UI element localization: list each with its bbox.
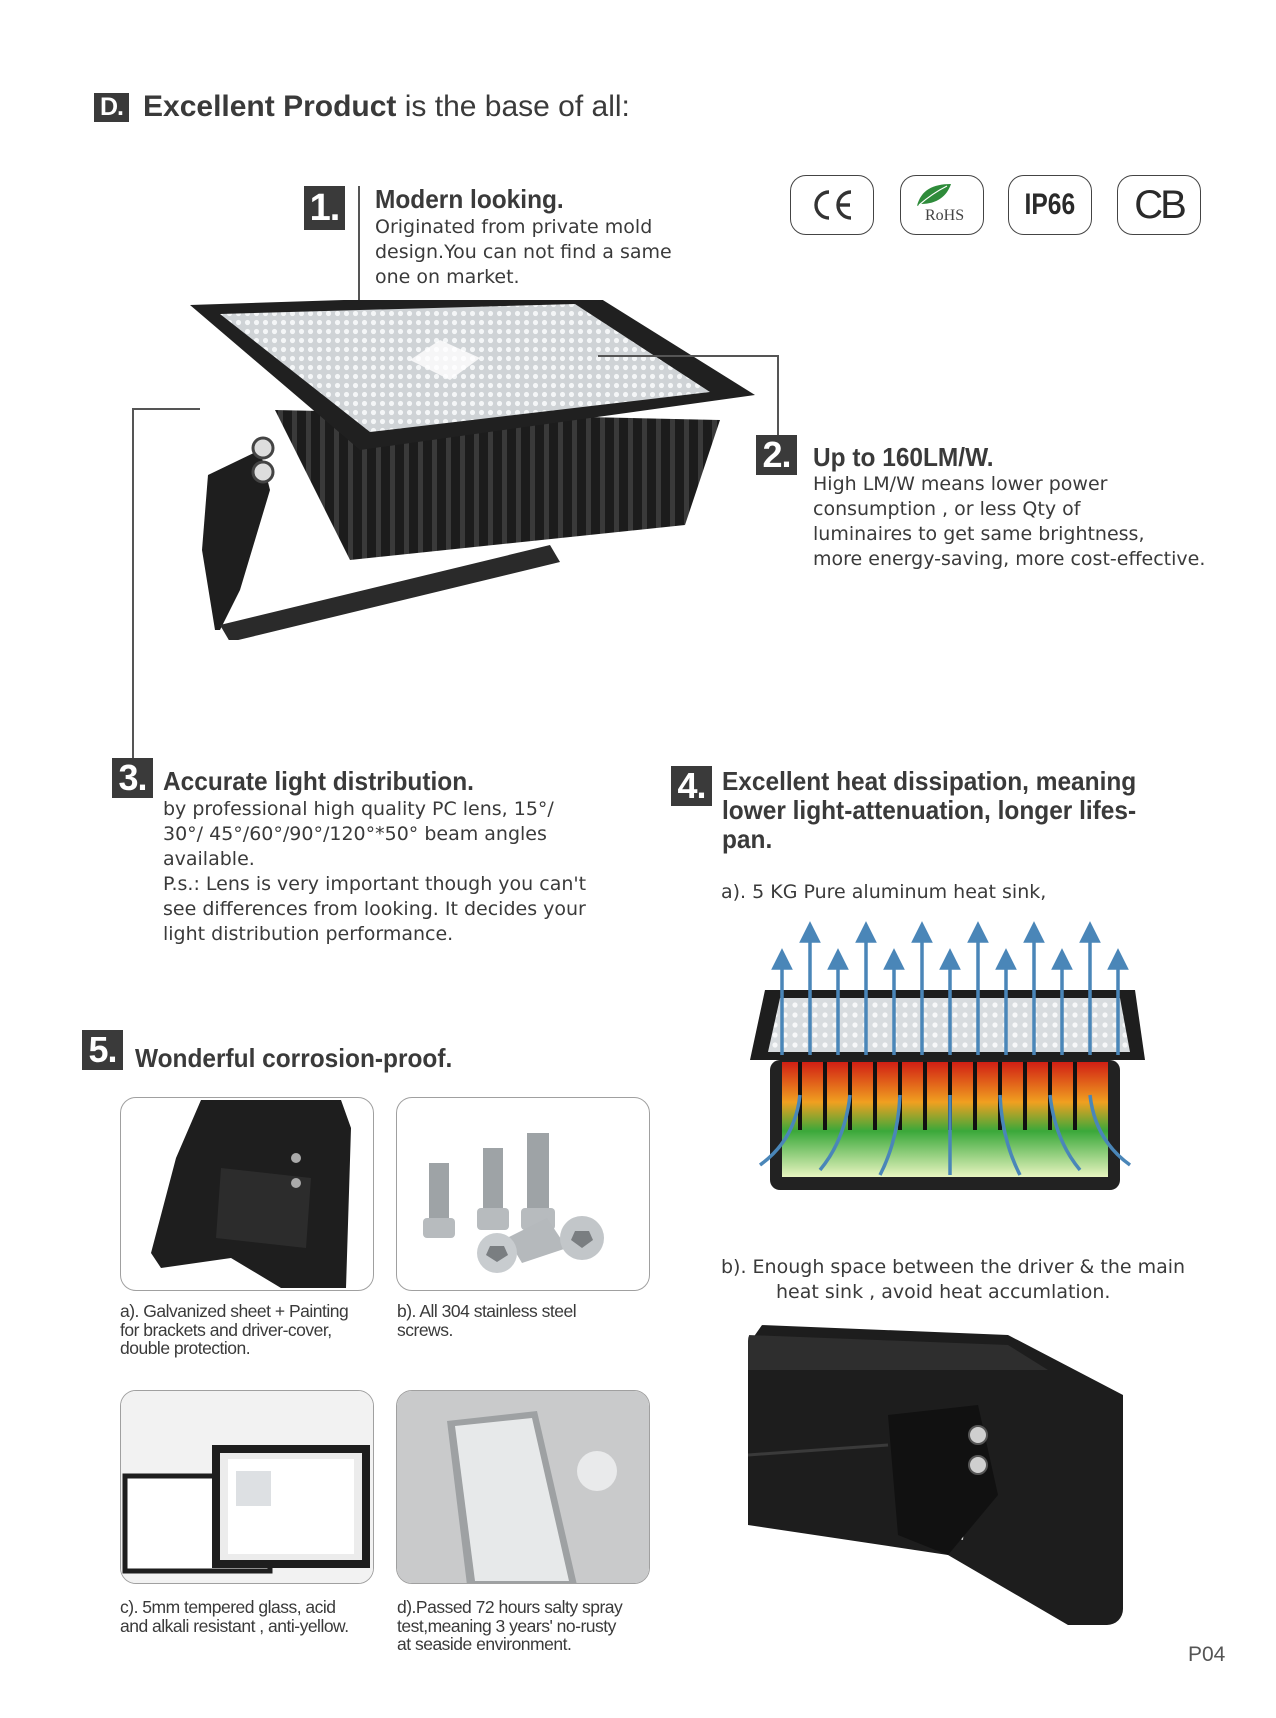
feature-1-text: [375, 215, 672, 290]
floodlight-product-image: [180, 300, 760, 640]
feature-5-caption-b: [397, 1302, 576, 1339]
feature-5-caption-a: [120, 1302, 348, 1358]
feature-5-caption-d: [397, 1598, 622, 1654]
feature-4-title-line: pan.: [722, 824, 773, 854]
caption-line: test,meaning 3 years' no-rusty: [397, 1615, 616, 1636]
feature-1-title: Modern looking.: [375, 184, 564, 214]
rohs-label: RoHS: [925, 207, 965, 224]
caption-line: and alkali resistant , anti-yellow.: [120, 1615, 349, 1636]
section-title: [143, 88, 630, 126]
feature-5-title: Wonderful corrosion-proof.: [135, 1043, 453, 1073]
caption-line: d).Passed 72 hours salty spray: [397, 1597, 623, 1617]
ip66-certification-badge: [1008, 175, 1092, 235]
rohs-leaf-icon: [913, 182, 953, 208]
feature-4-title: [722, 767, 1136, 854]
feature-1-line: design.You can not find a same: [375, 241, 672, 263]
feature-2-callout-line-v: [777, 355, 779, 435]
feature-2-title: Up to 160LM/W.: [813, 442, 994, 472]
feature-3-line: P.s.: Lens is very important though you can't: [163, 873, 587, 895]
feature-2-text: [813, 472, 1205, 572]
page-number: P04: [1188, 1643, 1226, 1666]
cb-certification-badge: [1117, 175, 1201, 235]
ce-certification-badge: [790, 175, 874, 235]
feature-3-callout-line-h: [132, 408, 200, 410]
caption-line: a). Galvanized sheet + Painting: [120, 1301, 349, 1321]
feature-3-number: 3.: [112, 758, 153, 798]
feature-5-number: 5.: [82, 1030, 123, 1070]
section-title-bold: Excellent Product: [143, 90, 397, 123]
caption-line: double protection.: [120, 1338, 251, 1358]
feature-4-point-b: [721, 1255, 1185, 1305]
section-title-rest: is the base of all:: [396, 90, 630, 123]
feature-3-line: available.: [163, 848, 255, 870]
feature-3-line: see differences from looking. It decides your: [163, 898, 586, 920]
feature-1-line: one on market.: [375, 266, 520, 288]
caption-line: b). All 304 stainless steel: [397, 1301, 577, 1321]
feature-3-text: [163, 797, 586, 947]
feature-2-line: more energy-saving, more cost-effective.: [813, 548, 1206, 570]
feature-3-line: 30°/ 45°/60°/90°/120°*50° beam angles: [163, 823, 547, 845]
feature-2-callout-line-h: [598, 355, 778, 357]
caption-line: c). 5mm tempered glass, acid: [120, 1597, 336, 1617]
feature-4-number: 4.: [671, 766, 712, 806]
feature-2-line: luminaires to get same brightness,: [813, 523, 1145, 545]
feature-1-line: Originated from private mold: [375, 216, 653, 238]
feature-3-line: by professional high quality PC lens, 15°/: [163, 798, 554, 820]
feature-2-number: 2.: [756, 435, 797, 475]
feature-2-line: consumption , or less Qty of: [813, 498, 1081, 520]
feature-4-point-a: a). 5 KG Pure aluminum heat sink,: [721, 881, 1047, 903]
feature-4-title-line: lower light-attenuation, longer lifes-: [722, 795, 1137, 825]
cb-mark-icon: CB: [1134, 182, 1184, 227]
feature-4-title-line: Excellent heat dissipation, meaning: [722, 766, 1137, 796]
ce-mark-icon: [809, 188, 855, 222]
salt-spray-test-photo: [396, 1390, 650, 1584]
heat-sink-thermal-image: [740, 920, 1150, 1200]
driver-space-image: [748, 1325, 1123, 1625]
feature-3-title: Accurate light distribution.: [163, 766, 474, 796]
feature-2-line: High LM/W means lower power: [813, 473, 1108, 495]
feature-4-point-b-line: heat sink , avoid heat accumlation.: [776, 1281, 1111, 1303]
feature-5-caption-c: [120, 1598, 349, 1635]
feature-3-line: light distribution performance.: [163, 923, 454, 945]
caption-line: at seaside environment.: [397, 1634, 572, 1654]
feature-1-number: 1.: [304, 186, 345, 230]
feature-4-point-b-line: b). Enough space between the driver & the main: [721, 1256, 1186, 1278]
feature-3-callout-line-v: [132, 408, 134, 758]
bracket-photo: [120, 1097, 374, 1291]
ip66-icon: IP66: [1024, 188, 1076, 221]
caption-line: screws.: [397, 1319, 453, 1340]
rohs-certification-badge: [900, 175, 984, 235]
section-letter-badge: D.: [94, 93, 129, 122]
screws-photo: [396, 1097, 650, 1291]
tempered-glass-photo: [120, 1390, 374, 1584]
caption-line: for brackets and driver-cover,: [120, 1319, 332, 1340]
